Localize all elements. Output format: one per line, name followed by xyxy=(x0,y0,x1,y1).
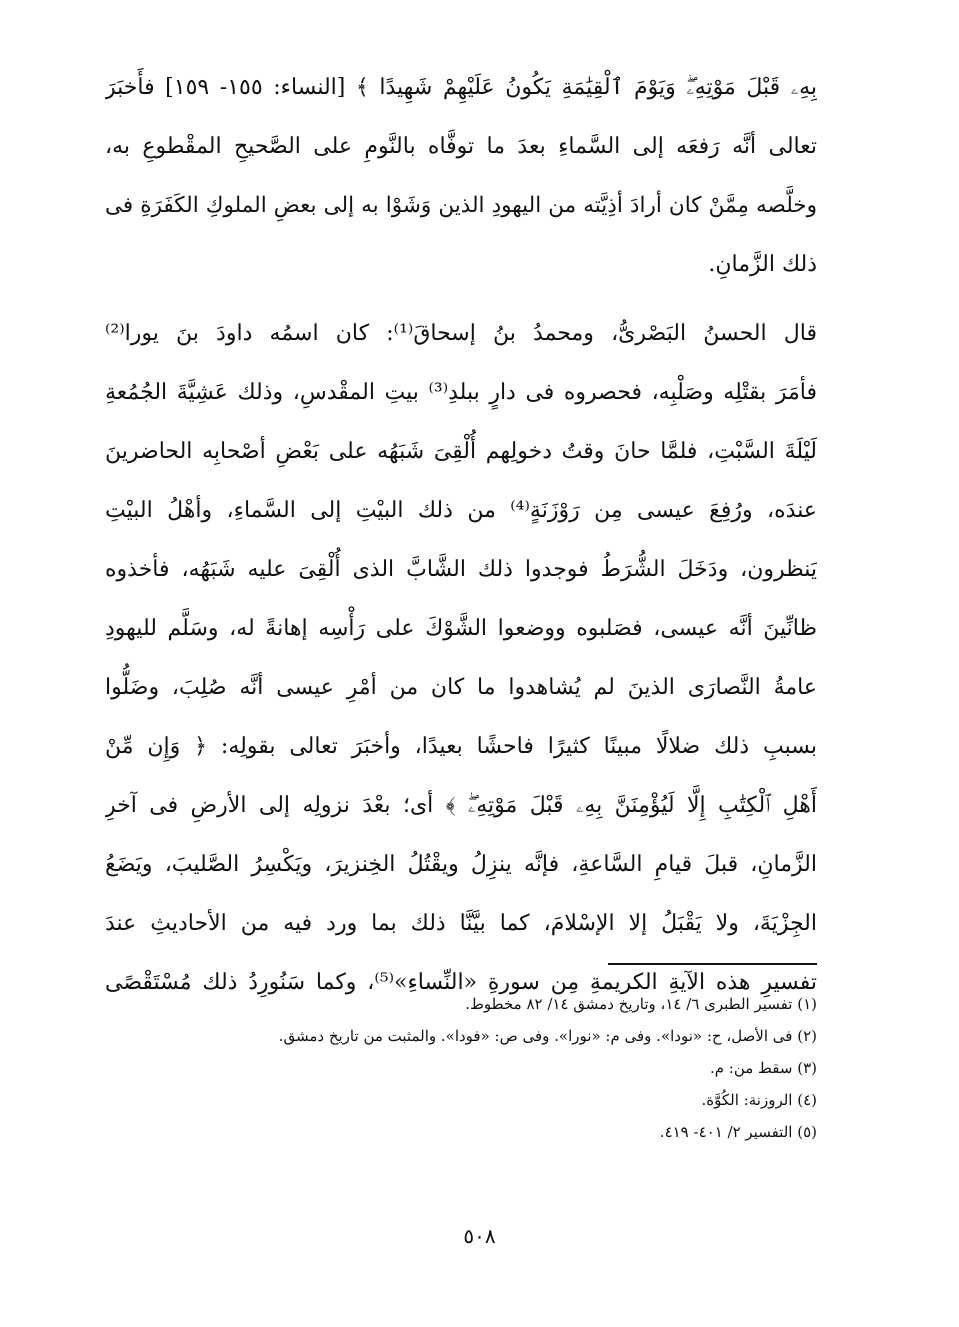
text-line-7: لَيْلَةَ السَّبْتِ، فلمَّا حانَ وقتُ دخولِهم أُلْقِىَ شَبَهُه على بَعْضِ أصْحابِه الحاضرينَ xyxy=(105,439,817,464)
page-number: ٥٠٨ xyxy=(463,1224,496,1248)
text-line-5: قال الحسنُ البَصْرىُّ، ومحمدُ بنُ إسحاقَ⁽¹⁾: كان اسمُه داودَ بنَ يورا⁽²⁾ xyxy=(105,321,817,346)
footnote-2: (٢) فى الأصل، ح: «نودا». وفى م: «نورا». وفى ص: «فودا». والمثبت من تاريخ دمشق. xyxy=(278,1027,817,1045)
text-line-8: عندَه، ورُفِعَ عيسى مِن رَوْزَنَةٍ⁽⁴⁾ من ذلك البيْتِ إلى السَّماءِ، وأهْلُ البيْتِ xyxy=(105,498,817,523)
footnotes xyxy=(105,988,817,1148)
footnote-1: (١) تفسير الطبرى ٦/ ١٤، وتاريخ دمشق ١٤/ ٨٢ مخطوط. xyxy=(465,995,817,1013)
text-line-15: الجِزْيَةَ، ولا يَقْبَلُ إلا الإسْلامَ، كما بيَّنَّا ذلك بما ورد فيه من الأحاديثِ عندَ xyxy=(105,911,817,936)
text-line-4: ذلك الزَّمانِ. xyxy=(708,252,817,277)
text-line-13: أَهْلِ ٱلْكِتَٰبِ إِلَّا لَيُؤْمِنَنَّ بِهِۦ قَبْلَ مَوْتِهِۦۖ ﴾ أى؛ بعْدَ نزولِه إلى الأرضِ فى آخرِ xyxy=(105,793,817,818)
text-line-9: يَنظرون، ودَخَلَ الشُّرَطُ فوجدوا ذلك الشَّابَّ الذى أُلْقِىَ عليه شَبَهُه، فأخذوه xyxy=(105,557,817,582)
text-line-14: الزَّمانِ، قبلَ قيامِ السَّاعةِ، فإنَّه ينزِلُ ويقْتُلُ الخِنزيرَ، ويَكْسِرُ الصَّليبَ، ويَضَعُ xyxy=(105,852,817,877)
text-line-11: عامةُ النَّصارَى الذينَ لم يُشاهدوا ما كان من أمْرِ عيسى أنَّه صُلِبَ، وضَلُّوا xyxy=(105,675,817,700)
footnote-3: (٣) سقط من: م. xyxy=(709,1059,817,1077)
text-line-2: تعالى أنَّه رَفعَه إلى السَّماءِ بعدَ ما توفَّاه بالنَّومِ على الصَّحيحِ المقْطوعِ به، xyxy=(105,134,817,159)
text-line-10: ظانِّينَ أنَّه عيسى، فصَلبوه ووضعوا الشَّوْكَ على رَأْسِه إهانةً له، وسَلَّم لليهودِ xyxy=(105,616,817,641)
text-line-16: تفسيرِ هذه الآيةِ الكريمةِ مِن سورةِ «النِّساءِ»⁽⁵⁾، وكما سَنُورِدُ ذلك مُسْتَقْصًى xyxy=(105,970,817,995)
text-line-6: فأمَرَ بقتْلِه وصَلْبِه، فحصروه فى دارٍ ببلدِ⁽³⁾ بيتِ المقْدسِ، وذلك عَشِيَّةَ الجُمُعةِ xyxy=(105,380,817,405)
footnote-5: (٥) التفسير ٢/ ٤٠١- ٤١٩. xyxy=(659,1123,817,1141)
text-line-1: بِهِۦ قَبْلَ مَوْتِهِۦۖ وَيَوْمَ ٱلْقِيَٰمَةِ يَكُونُ عَلَيْهِمْ شَهِيدًا ﴾ [النساء: ١٥٥- ١٥٩] فأَخبَرَ xyxy=(105,75,817,100)
text-line-3: وخلَّصه مِمَّنْ كان أرادَ أذِيَّته من اليهودِ الذين وَشَوْا به إلى بعضِ الملوكِ الكَفَرَةِ فى xyxy=(105,193,817,218)
footnote-divider xyxy=(608,963,817,965)
footnote-4: (٤) الروزنة: الكُوَّة. xyxy=(701,1091,817,1109)
text-line-12: بسببِ ذلك ضلالًا مبينًا كثيرًا فاحشًا بعيدًا، وأخبَرَ تعالى بقولِه: ﴿ وَإِن مِّنْ xyxy=(105,734,817,759)
main-text xyxy=(105,58,817,1012)
